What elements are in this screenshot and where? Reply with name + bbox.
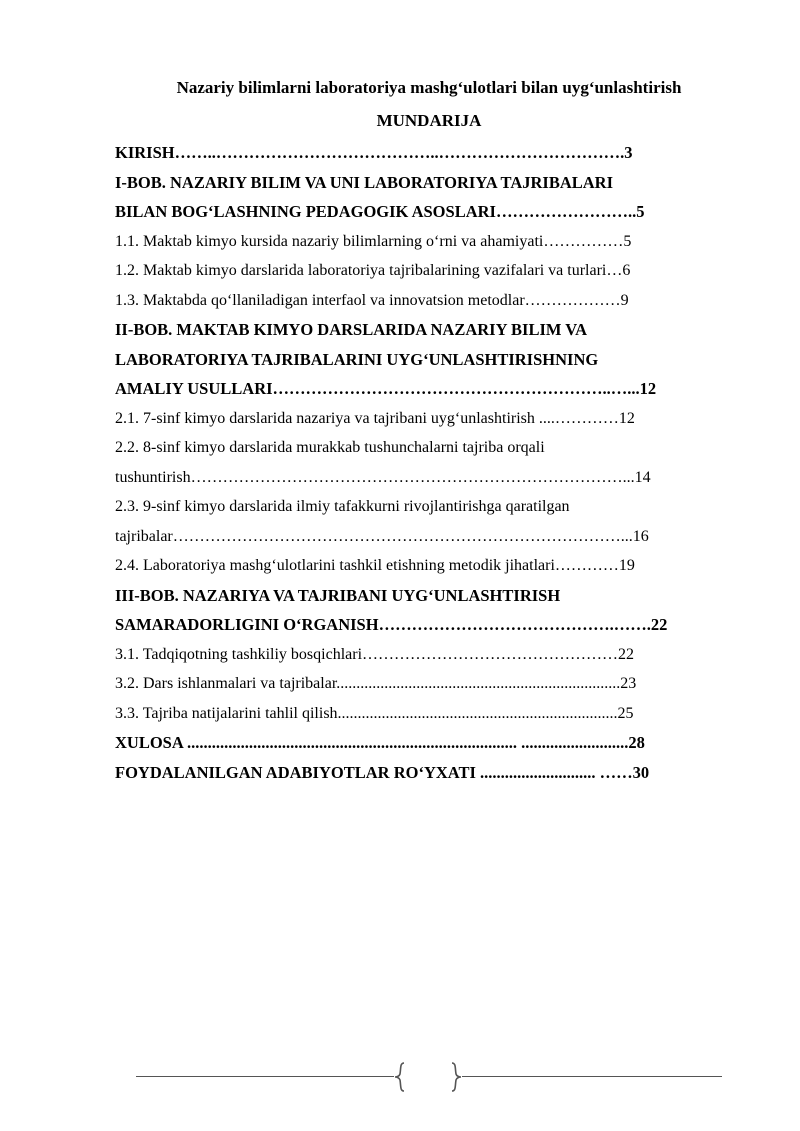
toc-entry-1-2: 1.2. Maktab kimyo darslarida laboratoriya tajribalarining vazifalari va turlari…6: [115, 262, 631, 279]
toc-chapter-2-title-line-1: II-BOB. MAKTAB KIMYO DARSLARIDA NAZARIY BILIM VA: [115, 320, 587, 339]
footer-rule-left: [136, 1076, 394, 1077]
toc-entry-2-4: 2.4. Laboratoriya mashg‘ulotlarini tashkil etishning metodik jihatlari…………19: [115, 557, 635, 574]
toc-entry-2-3-line-2: tajribalar…………………………………………………………………………...16: [115, 527, 649, 545]
toc-entry-3-3: 3.3. Tajriba natijalarini tahlil qilish......................................................................25: [115, 704, 634, 722]
toc-entry-2-3-line-1: 2.3. 9-sinf kimyo darslarida ilmiy tafakkurni rivojlantirishga qaratilgan: [115, 498, 570, 515]
toc-entry-2-1: 2.1. 7-sinf kimyo darslarida nazariya va tajribani uyg‘unlashtirish ....…………12: [115, 409, 635, 427]
toc-entry-conclusion: XULOSA ................................................................................ ..........................28: [115, 733, 645, 752]
toc-entry-references: FOYDALANILGAN ADABIYOTLAR RO‘YXATI ............................ ……30: [115, 762, 650, 782]
toc-chapter-2-title-line-2: LABORATORIYA TAJRIBALARINI UYG‘UNLASHTIRISHNING: [115, 349, 599, 369]
toc-chapter-3-title-line-1: III-BOB. NAZARIYA VA TAJRIBANI UYG‘UNLASHTIRISH: [115, 585, 561, 605]
footer-right-brace-icon: [450, 1062, 462, 1092]
document-title: Nazariy bilimlarni laboratoriya mashg‘ulotlari bilan uyg‘unlashtirish: [176, 78, 682, 97]
toc-chapter-1-title-line-1: I-BOB. NAZARIY BILIM VA UNI LABORATORIYA TAJRIBALARI: [115, 172, 614, 192]
toc-entry-3-2: 3.2. Dars ishlanmalari va tajribalar.......................................................................23: [115, 675, 637, 692]
toc-chapter-2-title-line-3: AMALIY USULLARI……………………………………………………..…...12: [115, 379, 657, 398]
footer-rule-right: [462, 1076, 722, 1077]
table-of-contents: [115, 141, 727, 790]
toc-chapter-1-title-line-2: BILAN BOG‘LASHNING PEDAGOGIK ASOSLARI……………………..5: [115, 202, 645, 221]
toc-entry-introduction: KIRISH……..…………………………………..…………………………….3: [115, 143, 633, 162]
toc-chapter-3-title-line-2: SAMARADORLIGINI O‘RGANISH…………………………………….…….22: [115, 615, 668, 634]
footer-left-brace-icon: [394, 1062, 406, 1092]
toc-entry-1-3: 1.3. Maktabda qo‘llaniladigan interfaol va innovatsion metodlar………………9: [115, 291, 629, 309]
toc-entry-3-1: 3.1. Tadqiqotning tashkiliy bosqichlari…………………………………………22: [115, 645, 635, 663]
toc-entry-2-2-line-2: tushuntirish………………………………………………………………………...14: [115, 468, 651, 486]
toc-entry-1-1: 1.1. Maktab kimyo kursida nazariy bilimlarning o‘rni va ahamiyati……………5: [115, 232, 632, 250]
page-footer: [136, 1062, 722, 1092]
toc-entry-2-2-line-1: 2.2. 8-sinf kimyo darslarida murakkab tushunchalarni tajriba orqali: [115, 439, 545, 456]
toc-heading: MUNDARIJA: [376, 111, 482, 130]
